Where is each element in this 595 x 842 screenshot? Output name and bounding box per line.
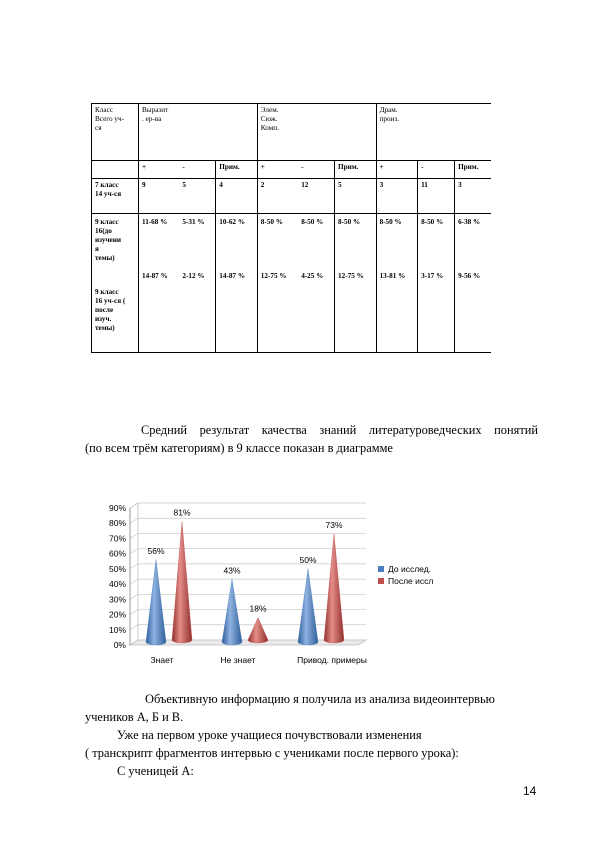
table-cell: 2 [257, 179, 298, 214]
row-label-text: 7 класс [95, 181, 119, 189]
cell-value: 12-75 % [338, 272, 364, 280]
cell-value: 9-56 % [458, 272, 481, 280]
table-cell [179, 214, 215, 353]
table-cell [376, 214, 418, 353]
header-text: Сюж. [260, 115, 278, 123]
header-plot-elements-cell [257, 104, 376, 161]
table-cell: Прим. [455, 161, 491, 179]
table-cell: 3 [376, 179, 418, 214]
table-cell [298, 214, 334, 353]
y-tick-label: 0% [113, 640, 126, 650]
data-label: 43% [223, 565, 241, 576]
x-tick-label: Не знает [220, 655, 256, 665]
row-label-text: темы) [95, 254, 115, 262]
header-text: Всего уч- [95, 115, 125, 123]
cell-value: 12-75 % [260, 272, 287, 280]
table-cell: 11 [418, 179, 455, 214]
chart-side-wall [130, 503, 138, 645]
table-cell: - [298, 161, 334, 179]
table-cell [455, 214, 491, 353]
cell-value: 13-81 % [379, 272, 406, 280]
row-label-text: я [95, 245, 99, 253]
y-tick-label: 90% [108, 503, 126, 513]
header-text: Элем. [260, 106, 279, 114]
y-tick-label: 20% [108, 609, 126, 620]
cone-bar [222, 580, 242, 645]
y-tick-label: 80% [108, 518, 126, 529]
table-cell [257, 214, 298, 353]
table-subheader-row [92, 161, 492, 179]
row-label-text: изучени [95, 236, 121, 244]
intro-paragraph [85, 421, 538, 457]
paragraph-line: (по всем трём категориям) в 9 классе показан в диаграмме [85, 441, 393, 455]
cone-bar [324, 534, 344, 643]
cone-bar [298, 569, 318, 645]
header-drama-cell [376, 104, 491, 161]
header-text: ся [95, 124, 102, 132]
cone-bar [172, 522, 192, 643]
x-tick-label: Знает [150, 655, 174, 665]
cell-value: 6-38 % [458, 218, 481, 226]
y-tick-label: 70% [108, 533, 126, 544]
legend-swatch [378, 566, 384, 572]
data-label: 50% [299, 554, 317, 565]
table-cell: 12 [298, 179, 334, 214]
row-label-text: 16 уч-ся ( [95, 297, 126, 305]
cell-value: 10-62 % [219, 218, 246, 226]
table-cell [418, 214, 455, 353]
table-cell [139, 214, 180, 353]
cell-value: 3-17 % [421, 272, 444, 280]
cell-value: 8-50 % [260, 218, 283, 226]
data-label: 73% [325, 519, 343, 530]
table-cell: Прим. [216, 161, 258, 179]
table-row [92, 179, 492, 214]
table-cell: 5 [179, 179, 215, 214]
gridline [130, 533, 366, 538]
table-bottom-border [92, 353, 492, 354]
header-class-cell [92, 104, 139, 161]
chart-canvas [108, 490, 457, 675]
row-label-text: 16(до [95, 227, 112, 235]
gridline [130, 503, 366, 508]
cell-value: 8-50 % [301, 218, 324, 226]
table-cell: + [139, 161, 180, 179]
table-cell: + [376, 161, 418, 179]
cell-value: 8-50 % [338, 218, 361, 226]
table-header-row [92, 104, 492, 161]
table-cell: - [418, 161, 455, 179]
cell-value: 14-87 % [142, 272, 168, 280]
header-expressive-means-cell [139, 104, 258, 161]
table-cell [92, 353, 492, 354]
table-cell: - [179, 161, 215, 179]
cell-value: 8-50 % [379, 218, 402, 226]
paragraph-line: Уже на первом уроке учащиеся почувствовали изменения [117, 728, 422, 742]
table-cell [335, 214, 377, 353]
cell-value: 2-12 % [182, 272, 205, 280]
header-text: . ер-ва [142, 115, 162, 123]
body-paragraph [85, 690, 540, 780]
row-label-text: 9 класс [95, 218, 119, 226]
header-text: Выразит [142, 106, 169, 114]
cell-value: 14-87 % [219, 272, 246, 280]
y-tick-label: 30% [108, 594, 126, 605]
header-text: Комп. [260, 124, 279, 132]
header-text: произ. [379, 115, 400, 123]
paragraph-line: Средний результат качества знаний литературоведческих понятий [141, 423, 538, 437]
cone-bar [248, 618, 268, 643]
cell-value: 4-25 % [301, 272, 324, 280]
paragraph-line: Объективную информацию я получила из анализа видеоинтервью [145, 692, 495, 706]
header-text: Драм. [379, 106, 398, 114]
paragraph-line: учеников А, Б и В. [85, 710, 184, 724]
row-label-cell [92, 179, 139, 214]
gridline [130, 549, 366, 554]
cell-value: 5-31 % [182, 218, 205, 226]
row-label-text: 9 класс [95, 288, 119, 296]
header-text: Класс [95, 106, 113, 114]
y-tick-label: 10% [108, 624, 126, 635]
data-label: 18% [249, 603, 267, 614]
table-cell: 5 [335, 179, 377, 214]
y-tick-label: 50% [108, 563, 126, 574]
legend-label: После иссл [388, 576, 434, 586]
cell-value: 8-50 % [421, 218, 444, 226]
cone-chart [108, 490, 457, 675]
table-cell: 3 [455, 179, 491, 214]
table-cell: 9 [139, 179, 180, 214]
paragraph-line: С ученицей А: [117, 764, 194, 778]
row-label-text: после [95, 306, 114, 314]
table-cell [216, 214, 258, 353]
x-tick-label: Привод. примеры [297, 655, 367, 665]
table-cell [92, 161, 139, 179]
table-cell: + [257, 161, 298, 179]
y-tick-label: 60% [108, 548, 126, 559]
row-label-text: 14 уч-ся [95, 190, 122, 198]
page-number: 14 [523, 784, 537, 798]
table-row [92, 214, 492, 353]
cell-value: 11-68 % [142, 218, 168, 226]
y-tick-label: 40% [108, 579, 126, 590]
data-label: 56% [147, 545, 165, 556]
row-label-text: темы) [95, 324, 115, 332]
legend-swatch [378, 578, 384, 584]
table-cell: Прим. [335, 161, 377, 179]
paragraph-line: ( транскрипт фрагментов интервью с учениками после первого урока): [85, 746, 459, 760]
legend-label: До исслед. [388, 564, 432, 574]
table-cell: 4 [216, 179, 258, 214]
row-label-text: изуч. [95, 315, 112, 323]
cone-bar [146, 560, 166, 645]
row-label-cell [92, 214, 139, 353]
results-table [91, 103, 491, 353]
data-label: 81% [173, 507, 191, 518]
